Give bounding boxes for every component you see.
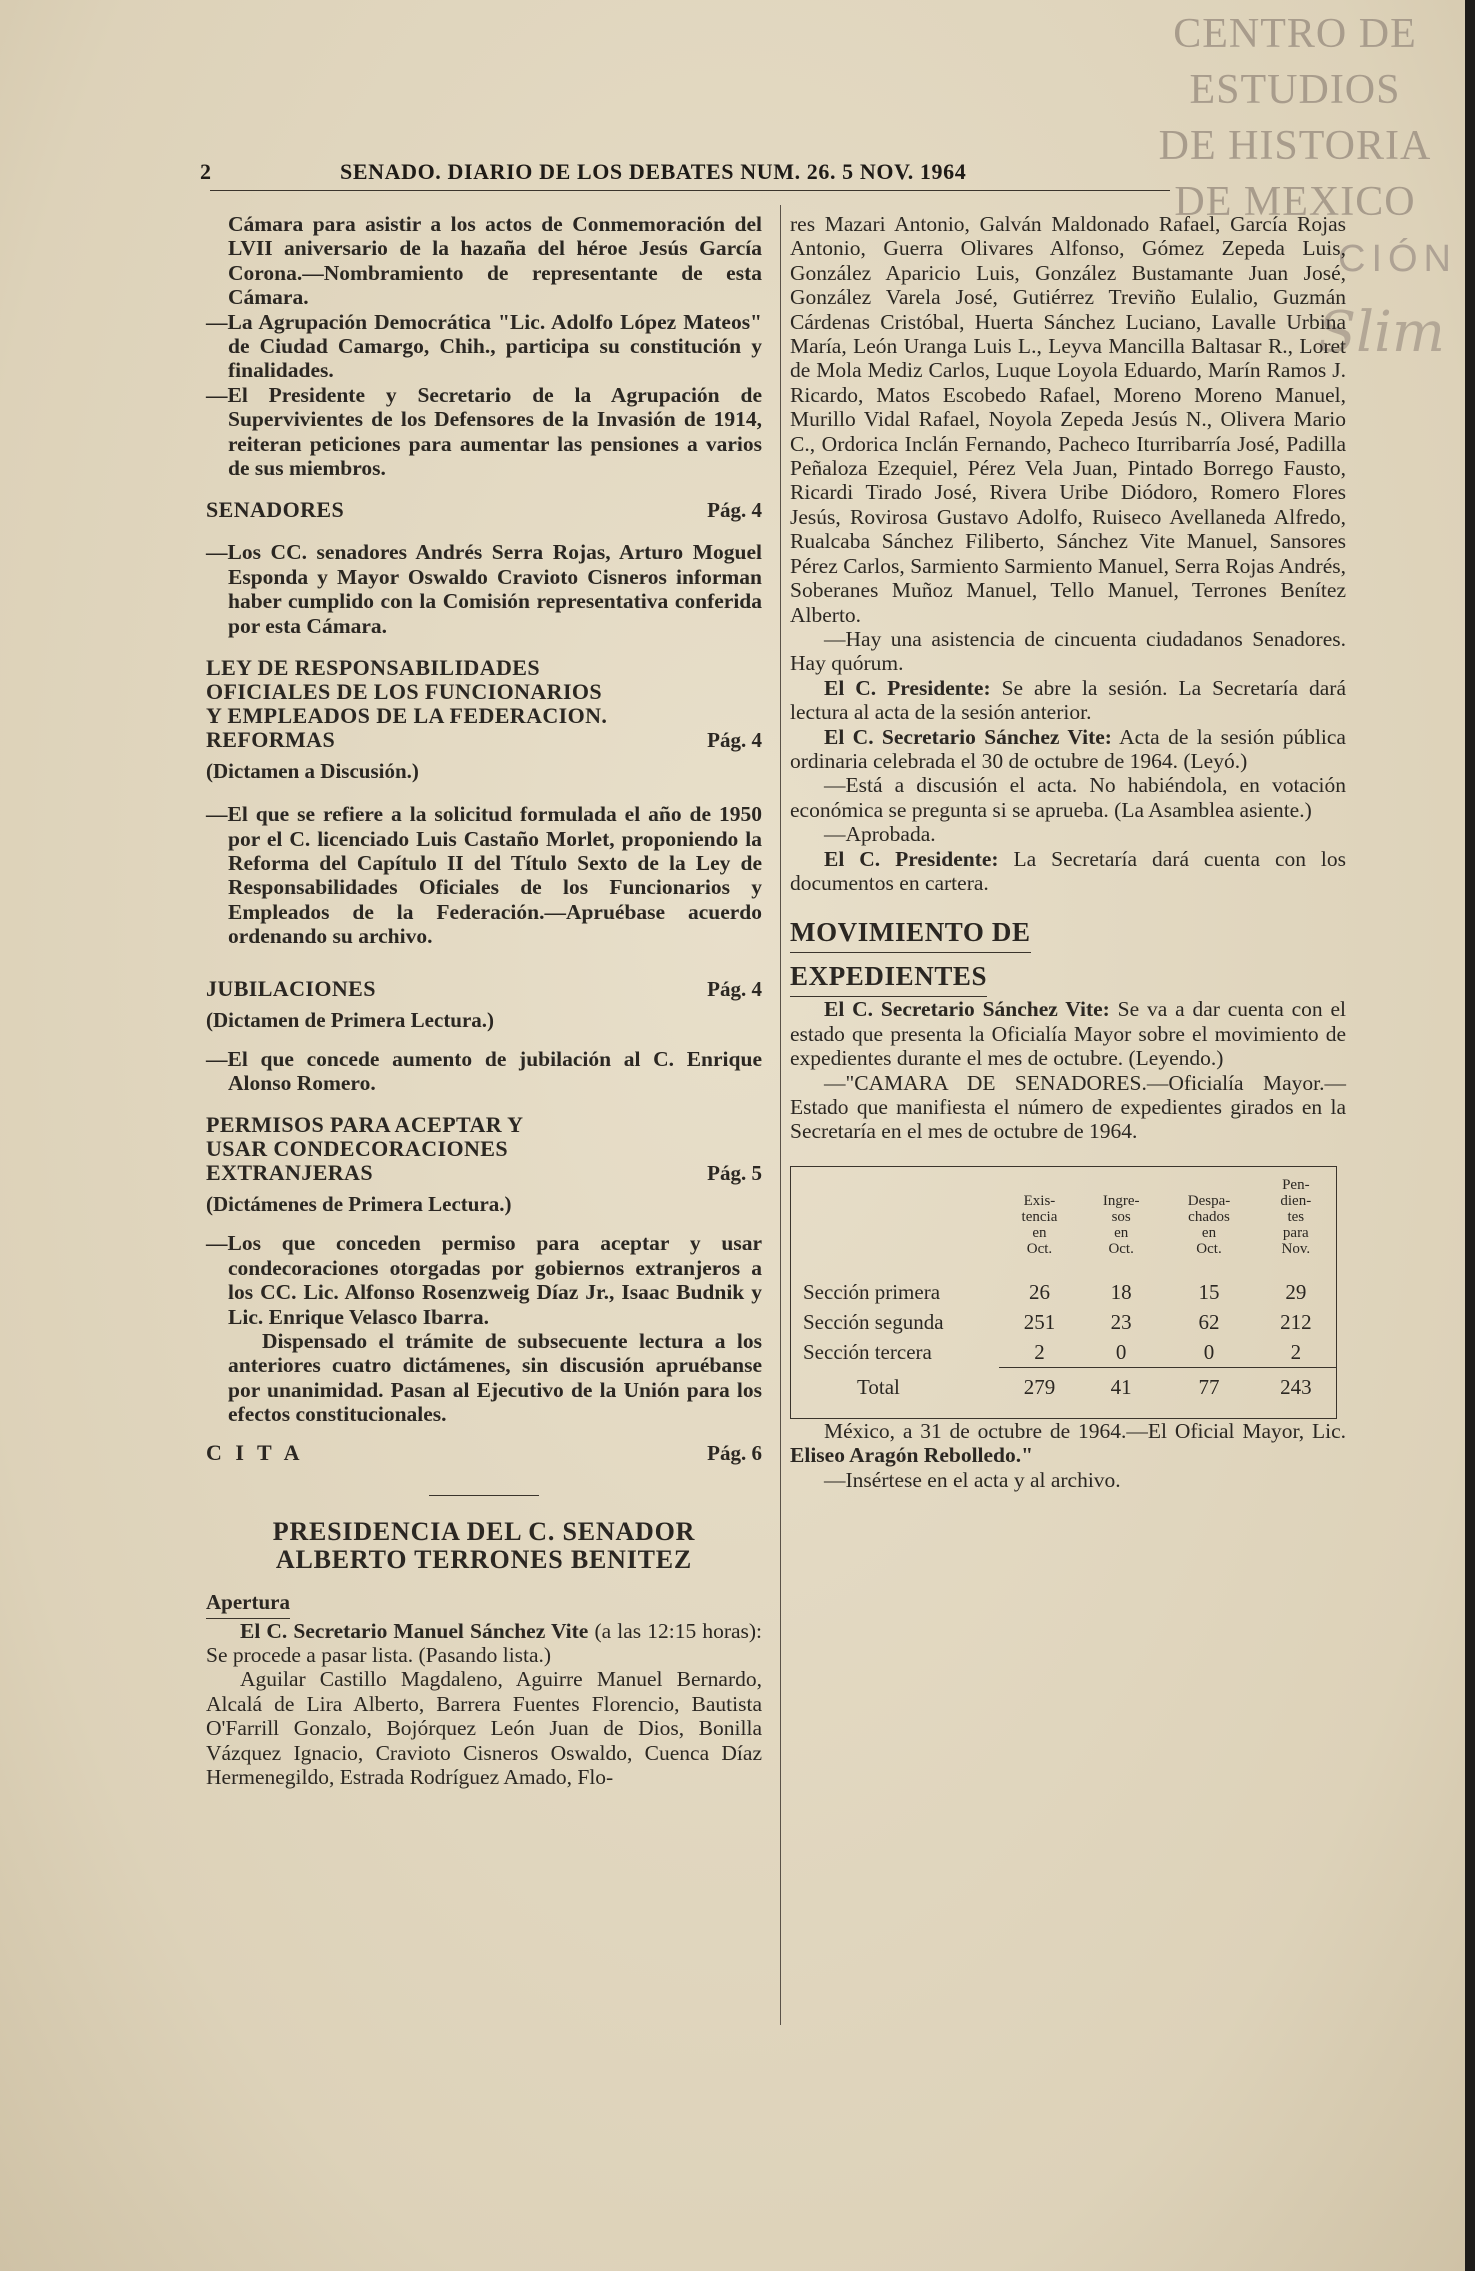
speaker-name: El C. Secretario Manuel Sánchez Vite [240,1618,589,1643]
table-cell: 2 [1290,1339,1302,1364]
speech-text: Se va a dar cuenta con el estado que presenta la Oficialía Mayor sobre el movimiento de expedientes durante el mes de octubre. (Leyendo.) [790,997,1347,1071]
watermark-line: CENTRO DE [1173,11,1417,57]
col-header: Despa- chados en Oct. [1187,1192,1231,1257]
col-header: Exis- tencia en Oct. [1021,1192,1058,1257]
official-name: Eliseo Aragón Rebolledo." [790,1443,1034,1468]
section-subtitle: (Dictamen a Discusión.) [206,759,419,784]
speech-paragraph [790,997,1346,1070]
title-line: REFORMAS [206,727,336,753]
watermark-line: DE MEXICO [1174,179,1416,225]
table-total-row [791,1367,1336,1406]
section-title: JUBILACIONES [206,975,376,1001]
summary-item: —Los que conceden permiso para aceptar y usar condecoraciones otorgadas por gobiernos extranjeros a los CC. Lic. Alfonso Rosenzweig Díaz Jr., Isaac Budnik y Lic. Enrique Velasco Ibarra. [206,1231,762,1329]
table-cell: 243 [1256,1367,1336,1406]
speech-paragraph: —"CAMARA DE SENADORES.—Oficialía Mayor.—Estado que manifiesta el número de expedientes girados en la Secretaría en el mes de octubre de 1964. [790,1070,1346,1144]
table-header-cell [1080,1177,1162,1277]
speech-text: (a las 12:15 horas): Se procede a pasar lista. (Pasando lista.) [206,1618,763,1667]
summary-item: —La Agrupación Democrática "Lic. Adolfo López Mateos" de Ciudad Camargo, Chih., participa su constitución y finalidades. [206,309,762,383]
table-cell: 212 [1280,1309,1312,1334]
speech-paragraph: —Insértese en el acta y al archivo. [824,1467,1121,1492]
speech-text: México, a 31 de octubre de 1964.—El Oficial Mayor, Lic. [824,1418,1346,1443]
apertura-heading: Apertura [206,1590,290,1619]
page-ref: Pág. 4 [707,976,762,1001]
speaker-name: El C. Presidente: [824,675,991,700]
page-ref: Pág. 6 [707,1440,762,1465]
table-cell: 279 [999,1367,1080,1406]
watermark-line: DE HISTORIA [1158,123,1432,169]
table-cell: 15 [1198,1279,1220,1304]
table-header-cell [791,1177,999,1277]
title-line: PERMISOS PARA ACEPTAR Y [206,1112,524,1138]
section-heading [206,977,762,1001]
watermark [1145,6,1445,230]
section-heading [206,1441,762,1465]
speech-text: Se abre la sesión. La Secretaría dará lectura al acta de la sesión anterior. [790,675,1346,725]
page-number: 2 [200,159,212,184]
row-label: Sección primera [803,1279,941,1304]
section-title [206,656,607,752]
header-divider [210,190,1170,191]
section-heading [206,1113,762,1185]
section-heading [206,498,762,522]
table-row [791,1277,1336,1307]
title-line: MOVIMIENTO DE [790,917,1031,953]
table-cell: 29 [1285,1279,1307,1304]
speech-paragraph: —Aprobada. [824,822,936,847]
summary-item: —El que se refiere a la solicitud formulada el año de 1950 por el C. licenciado Luis Castaño Morlet, proponiendo la Reforma del Capítulo II del Título Sexto de la Ley de Responsabilidades Oficiales de los Funcionarios y Empleados de la Federación.—Apruébase acuerdo ordenando su archivo. [206,802,762,949]
table-cell: 2 [1034,1339,1045,1364]
table-row [791,1337,1336,1368]
table-cell: 0 [1115,1339,1127,1364]
right-column [790,212,1346,1492]
table-cell: 18 [1110,1279,1132,1304]
summary-item: —El Presidente y Secretario de la Agrupación de Supervivientes de los Defensores de la Invasión de 1914, reiteran peticiones para aumentar las pensiones a varios de sus miembros. [206,382,762,481]
presidency-heading [206,1518,762,1574]
speaker-name: El C. Secretario Sánchez Vite: [824,724,1112,749]
table-header-cell [999,1177,1080,1277]
title-line: LEY DE RESPONSABILIDADES [206,655,540,681]
title-line: OFICIALES DE LOS FUNCIONARIOS [206,679,603,705]
section-title [206,1113,523,1185]
col-header: Ingre- sos en Oct. [1102,1192,1140,1257]
table-header-cell [1162,1177,1255,1277]
table-header-cell [1256,1177,1336,1277]
speech-paragraph [790,847,1346,896]
speech-paragraph: —Hay una asistencia de cincuenta ciudadanos Senadores. Hay quórum. [790,626,1346,676]
page-ref: Pág. 5 [707,1161,762,1186]
title-line: EXPEDIENTES [790,961,987,997]
speaker-name: El C. Presidente: [824,846,999,871]
col-header: Pen- dien- tes para Nov. [1280,1176,1312,1257]
summary-item: Dispensado el trámite de subsecuente lectura a los anteriores cuatro dictámenes, sin discusión apruébanse por unanimidad. Pasan al Ejecutivo de la Unión para los efectos constitucionales. [228,1328,762,1427]
title-line: EXTRANJERAS [206,1160,373,1186]
watermark-line: ESTUDIOS [1189,67,1401,113]
page-header [200,154,1166,190]
speech-paragraph [790,676,1346,725]
section-divider [429,1495,539,1496]
section-subtitle: (Dictámenes de Primera Lectura.) [206,1192,512,1217]
section-title: C I T A [206,1439,304,1465]
expedientes-table [790,1166,1337,1419]
watermark-side-text: CIÓN [1338,238,1457,280]
title-line: PRESIDENCIA DEL C. SENADOR [272,1516,696,1546]
table-header-row [791,1177,1336,1277]
left-column [206,212,762,1789]
table-cell: 77 [1162,1367,1255,1406]
table-cell: 41 [1080,1367,1162,1406]
table-cell: 62 [1198,1309,1220,1334]
header-title: SENADO. DIARIO DE LOS DEBATES NUM. 26. 5 NOV. 1964 [340,159,967,184]
speech-paragraph [790,725,1346,774]
movimiento-heading [790,917,1346,997]
section-title: SENADORES [206,497,345,523]
title-line: Y EMPLEADOS DE LA FEDERACION. [206,703,608,729]
row-label: Sección segunda [803,1309,944,1334]
speech-text: Acta de la sesión pública ordinaria celebrada el 30 de octubre de 1964. (Leyó.) [790,724,1346,773]
table-row [791,1307,1336,1337]
speech-paragraph [206,1619,762,1668]
table-cell: 251 [1023,1309,1056,1334]
page-ref: Pág. 4 [707,728,762,753]
row-label: Total [857,1374,900,1399]
section-subtitle: (Dictamen de Primera Lectura.) [206,1007,495,1032]
summary-item: Cámara para asistir a los actos de Conmemoración del LVII aniversario de la hazaña del héroe Jesús García Corona.—Nombramiento de representante de esta Cámara. [228,212,762,310]
column-divider [780,205,781,2025]
speech-text: La Secretaría dará cuenta con los documentos en cartera. [790,846,1347,895]
section-heading [206,656,762,752]
signature-mark: Slim [1317,300,1445,365]
attendance-list-continued: res Mazari Antonio, Galván Maldonado Rafael, García Rojas Antonio, Guerra Olivares Alfonso, Gómez Zepeda Luis, González Aparicio Luis, González Bustamante Juan José, González Varela José, Gutiérrez Treviño Eulalio, Guzmán Cárdenas Cristóbal, Huerta Sánchez Luciano, Lavalle Urbina María, León Uranga Luis L., Leyva Mancilla Baltasar R., Loret de Mola Mediz Carlos, Luque Loyola Eduardo, Marín Ramos J. Ricardo, Matos Escobedo Rafael, Moreno Moreno Manuel, Murillo Vidal Rafael, Noyola Zepeda Jesús N., Olivera Mario C., Ordorica Inclán Fernando, Pacheco Iturribarría José, Padilla Peñaloza Ezequiel, Pérez Vela Juan, Pintado Borrego Fausto, Ricardi Tirado José, Rivera Uribe Diódoro, Romero Flores Jesús, Rovirosa Gustavo Adolfo, Ruiseco Avellaneda Alfredo, Rualcaba Sánchez Filiberto, Sánchez Vite Manuel, Sansores Pérez Carlos, Sarmiento Sarmiento Manuel, Serra Rojas Andrés, Soberanes Muñoz Manuel, Tello Manuel, Terrones Benítez Alberto. [790,212,1346,627]
table-cell: 23 [1110,1309,1132,1334]
attendance-list: Aguilar Castillo Magdaleno, Aguirre Manuel Bernardo, Alcalá de Lira Alberto, Barrera Fuentes Florencio, Bautista O'Farrill Gonzalo, Bojórquez León Juan de Dios, Bonilla Vázquez Ignacio, Cravioto Cisneros Oswaldo, Cuenca Díaz Hermenegildo, Estrada Rodríguez Amado, Flo- [206,1667,762,1790]
speech-paragraph: —Está a discusión el acta. No habiéndola, en votación económica se pregunta si se aprueba. (La Asamblea asiente.) [790,773,1346,822]
summary-item: —Los CC. senadores Andrés Serra Rojas, Arturo Moguel Esponda y Mayor Oswaldo Cravioto Cisneros informan haber cumplido con la Comisión representativa conferida por esta Cámara. [206,540,762,638]
title-line: ALBERTO TERRONES BENITEZ [275,1544,693,1574]
speech-paragraph [790,1419,1346,1468]
title-line: USAR CONDECORACIONES [206,1136,508,1162]
table-cell: 26 [1028,1279,1050,1304]
summary-item: —El que concede aumento de jubilación al C. Enrique Alonso Romero. [206,1046,762,1095]
speaker-name: El C. Secretario Sánchez Vite: [824,997,1110,1022]
row-label: Sección tercera [803,1340,932,1365]
table-cell: 0 [1203,1339,1215,1364]
page-ref: Pág. 4 [707,498,762,523]
